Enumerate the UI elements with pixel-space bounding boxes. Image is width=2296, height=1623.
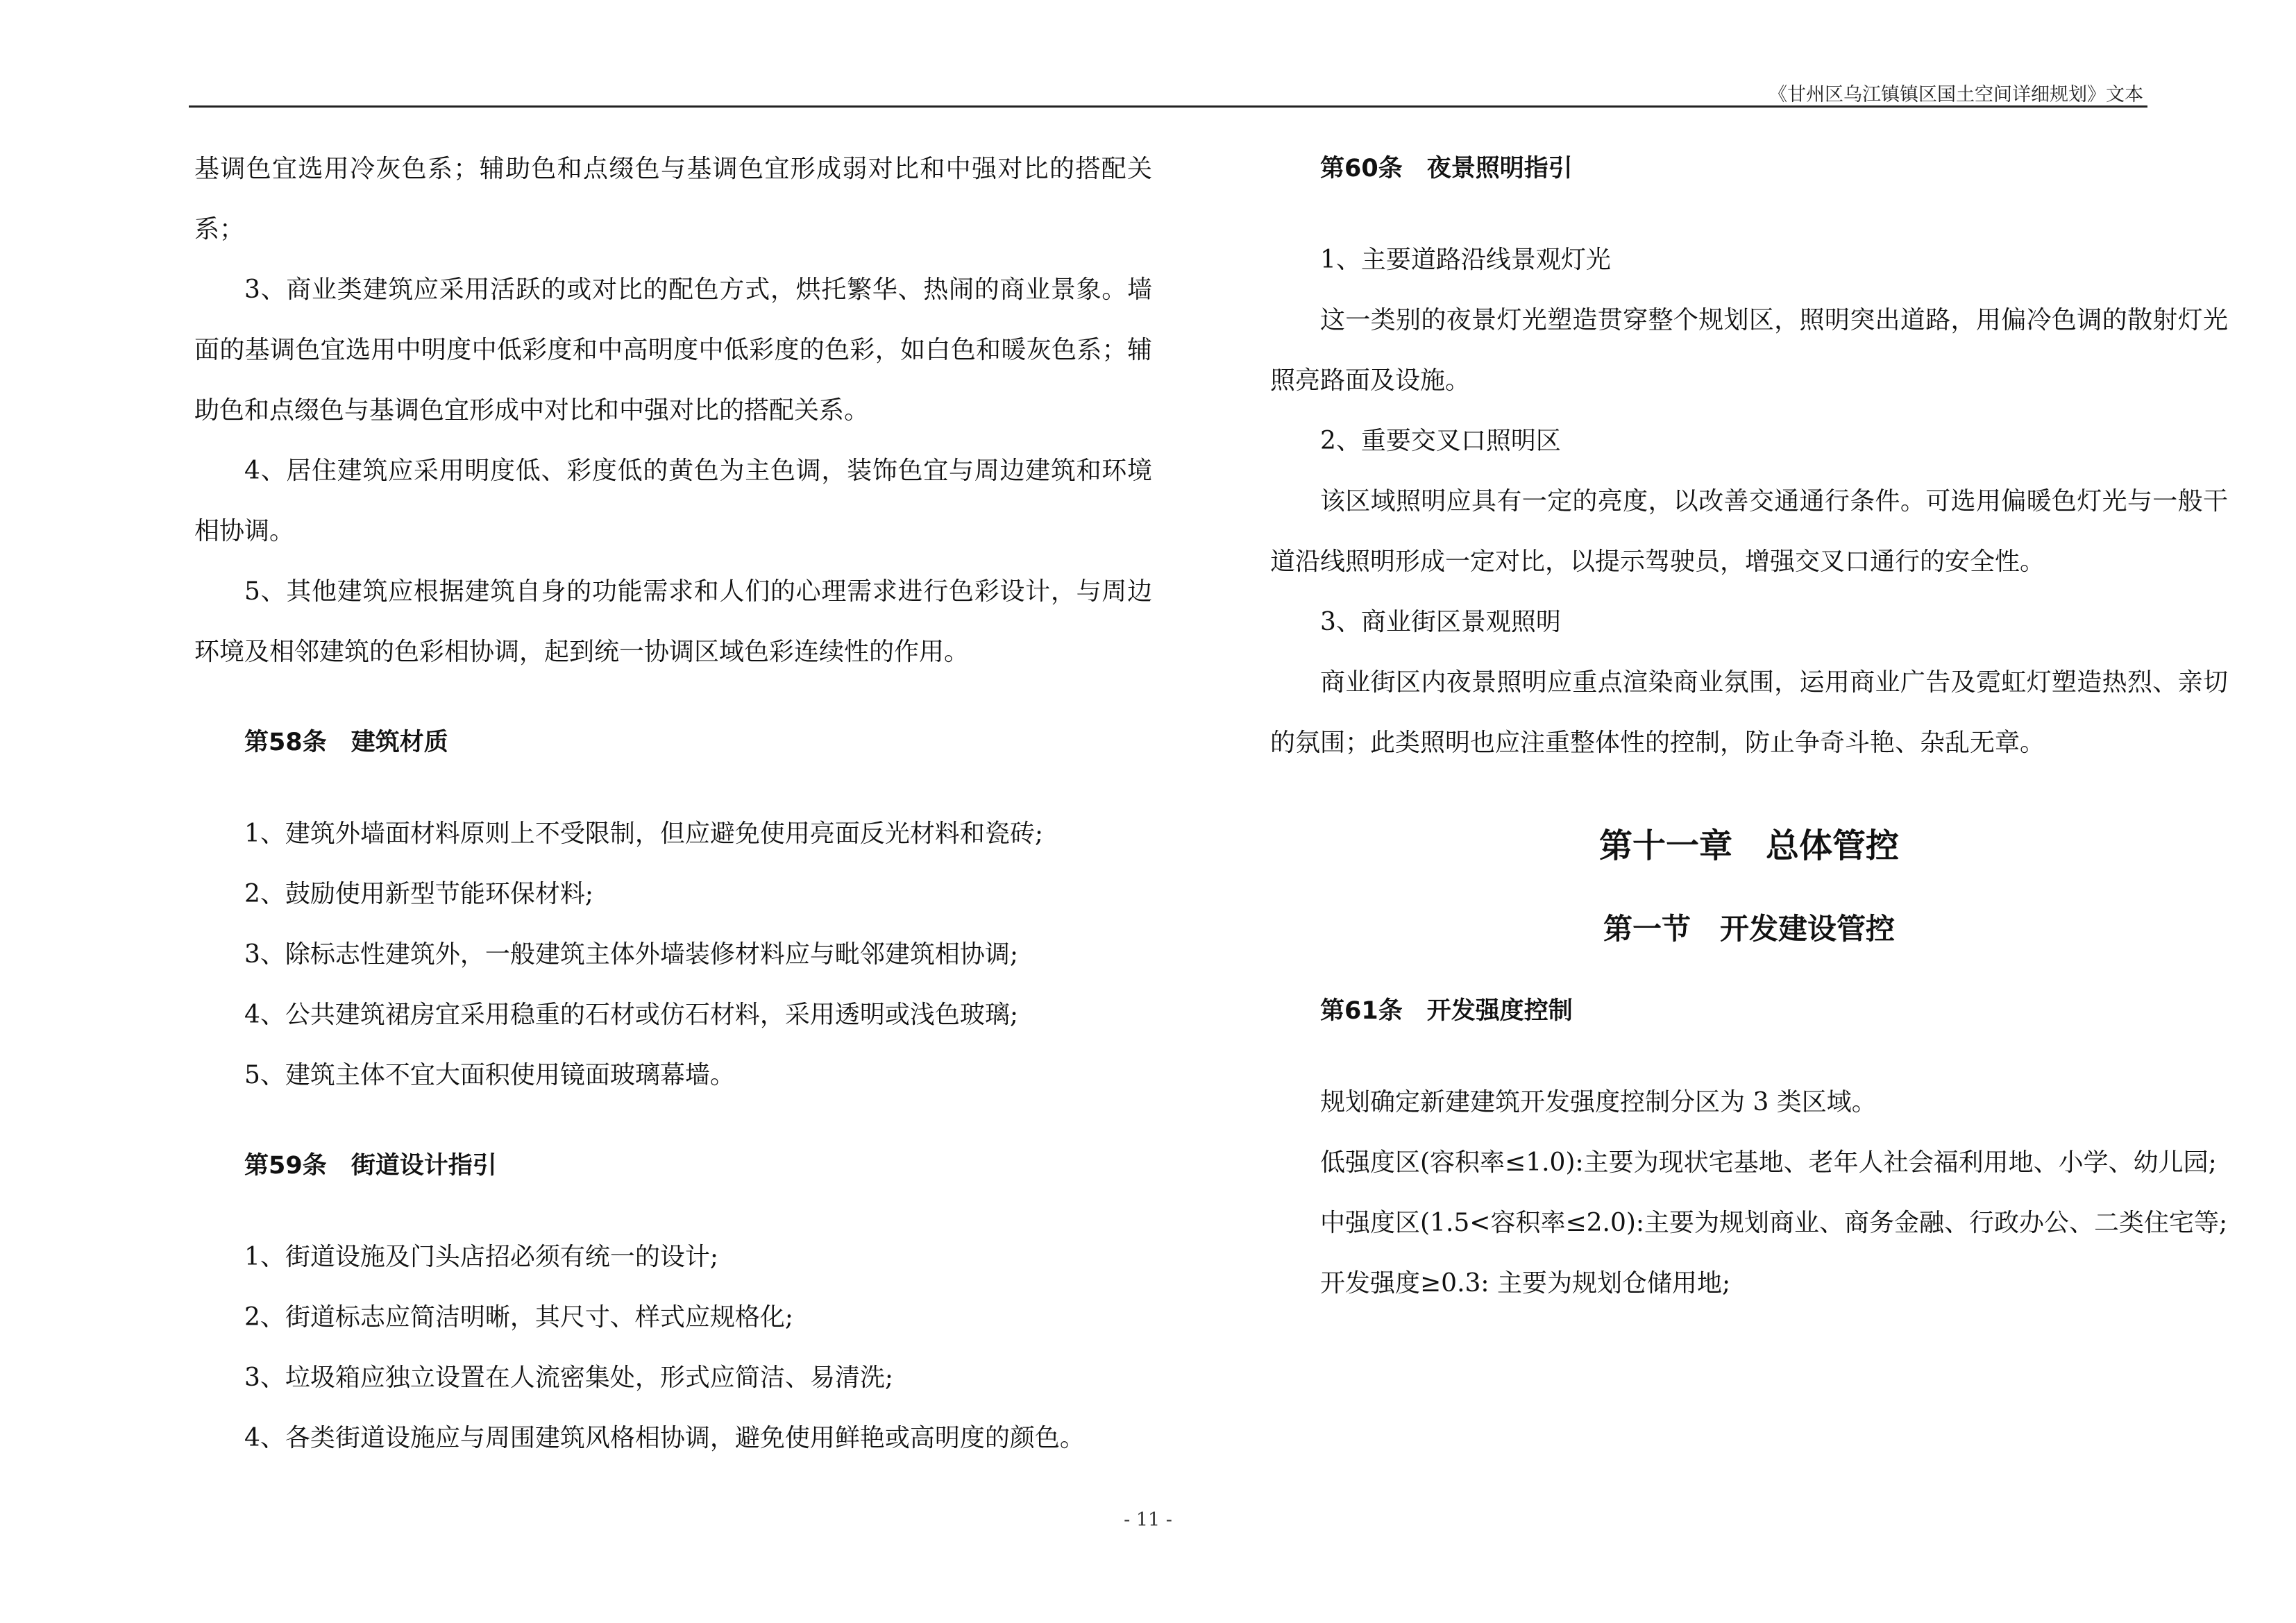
chapter-title: 第十一章 总体管控 (1598, 826, 1899, 865)
document-header: 《甘州区乌江镇镇区国土空间详细规划》文本 (1769, 84, 2143, 105)
paragraph: 开发强度≥0.3: 主要为规划仓储用地; (1320, 1269, 1731, 1298)
subheading: 3、商业街区景观照明 (1320, 608, 1561, 636)
list-item: 2、鼓励使用新型节能环保材料; (244, 880, 594, 908)
list-item: 3、垃圾箱应独立设置在人流密集处，形式应简洁、易清洗; (244, 1363, 894, 1392)
paragraph: 这一类别的夜景灯光塑造贯穿整个规划区，照明突出道路，用偏冷色调的散射灯光照亮路面及设施。 (1270, 306, 2228, 395)
list-item: 4、各类街道设施应与周围建筑风格相协调，避免使用鲜艳或高明度的颜色。 (244, 1424, 1085, 1452)
subheading: 2、重要交叉口照明区 (1320, 427, 1561, 455)
article-59-title: 第59条 街道设计指引 (244, 1152, 497, 1180)
list-item: 5、建筑主体不宜大面积使用镜面玻璃幕墙。 (244, 1061, 735, 1089)
right-column (1270, 139, 2228, 1314)
header-divider (189, 105, 2147, 108)
list-item: 1、建筑外墙面材料原则上不受限制，但应避免使用亮面反光材料和瓷砖; (244, 819, 1044, 848)
paragraph: 规划确定新建建筑开发强度控制分区为 3 类区域。 (1320, 1088, 1877, 1116)
article-61-title: 第61条 开发强度控制 (1320, 997, 1573, 1025)
list-item: 4、公共建筑裙房宜采用稳重的石材或仿石材料，采用透明或浅色玻璃; (244, 1001, 1019, 1029)
paragraph: 该区域照明应具有一定的亮度，以改善交通通行条件。可选用偏暖色灯光与一般干道沿线照明形成一定对比，以提示驾驶员，增强交叉口通行的安全性。 (1270, 487, 2228, 576)
paragraph: 5、其他建筑应根据建筑自身的功能需求和人们的心理需求进行色彩设计，与周边环境及相邻建筑的色彩相协调，起到统一协调区域色彩连续性的作用。 (194, 577, 1152, 666)
section-title: 第一节 开发建设管控 (1603, 912, 1895, 946)
article-60-title: 第60条 夜景照明指引 (1320, 155, 1573, 182)
paragraph: 3、商业类建筑应采用活跃的或对比的配色方式，烘托繁华、热闹的商业景象。墙面的基调色宜选用中明度中低彩度和中高明度中低彩度的色彩，如白色和暖灰色系；辅助色和点缀色与基调色宜形成中对比和中强对比的搭配关系。 (194, 275, 1152, 425)
subheading: 1、主要道路沿线景观灯光 (1320, 246, 1611, 274)
paragraph: 4、居住建筑应采用明度低、彩度低的黄色为主色调，装饰色宜与周边建筑和环境相协调。 (194, 457, 1152, 545)
paragraph: 低强度区(容积率≤1.0):主要为现状宅基地、老年人社会福利用地、小学、幼儿园; (1320, 1148, 2217, 1177)
list-item: 1、街道设施及门头店招必须有统一的设计; (244, 1243, 719, 1271)
page-number: - 11 - (1124, 1509, 1172, 1531)
article-58-title: 第58条 建筑材质 (244, 729, 448, 756)
paragraph: 商业街区内夜景照明应重点渲染商业氛围，运用商业广告及霓虹灯塑造热烈、亲切的氛围；此类照明也应注重整体性的控制，防止争奇斗艳、杂乱无章。 (1270, 668, 2228, 757)
list-item: 2、街道标志应简洁明晰，其尺寸、样式应规格化; (244, 1303, 794, 1332)
list-item: 3、除标志性建筑外，一般建筑主体外墙装修材料应与毗邻建筑相协调; (244, 940, 1019, 969)
left-column (194, 139, 1152, 1468)
paragraph: 基调色宜选用冷灰色系；辅助色和点缀色与基调色宜形成弱对比和中强对比的搭配关系； (194, 155, 1152, 244)
paragraph: 中强度区(1.5<容积率≤2.0):主要为规划商业、商务金融、行政办公、二类住宅等; (1320, 1209, 2228, 1237)
